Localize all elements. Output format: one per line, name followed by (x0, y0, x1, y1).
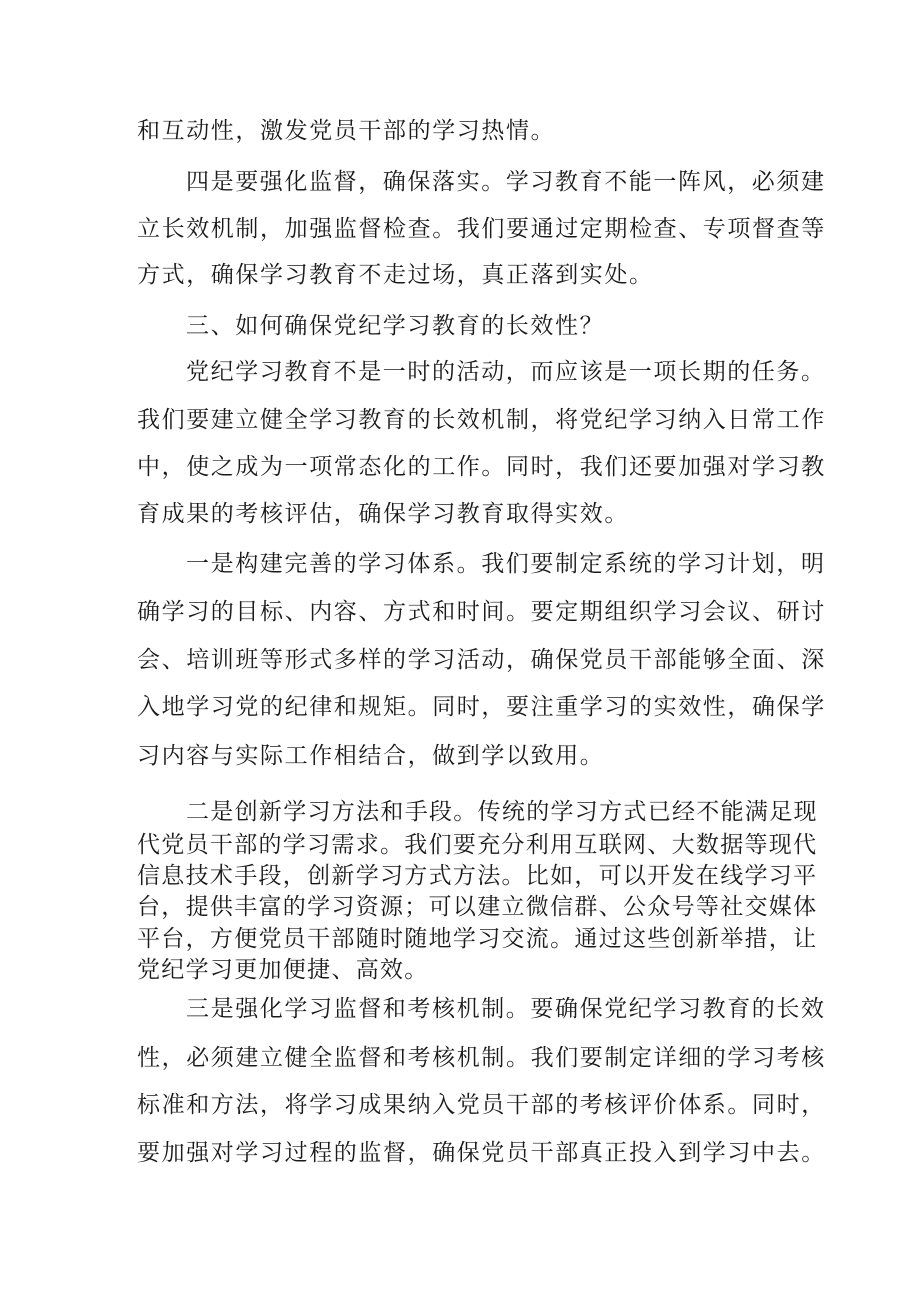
text-line: 方式，确保学习教育不走过场，真正落到实处。 (137, 262, 654, 288)
text-line: 育成果的考核评估，确保学习教育取得实效。 (137, 501, 629, 527)
text-line: 立长效机制，加强监督检查。我们要通过定期检查、专项督查等 (137, 216, 826, 242)
text-line: 入地学习党的纪律和规矩。同时，要注重学习的实效性，确保学 (137, 694, 826, 720)
text-line: 信息技术手段，创新学习方式方法。比如，可以开发在线学习平 (137, 863, 818, 889)
text-line: 标准和方法，将学习成果纳入党员干部的考核评价体系。同时， (137, 1092, 826, 1118)
paragraph-1-start: 一是构建完善的学习体系。我们要制定系统的学习计划，明 (186, 551, 826, 577)
text-line: 习内容与实际工作相结合，做到学以致用。 (137, 743, 605, 769)
text-line: 要加强对学习过程的监督，确保党员干部真正投入到学习中去。 (137, 1140, 826, 1166)
text-line: 我们要建立健全学习教育的长效机制，将党纪学习纳入日常工作 (137, 407, 826, 433)
text-line: 性，必须建立健全监督和考核机制。我们要制定详细的学习考核 (137, 1045, 826, 1071)
section-heading: 三、如何确保党纪学习教育的长效性？ (186, 313, 605, 339)
text-line: 和互动性，激发党员干部的学习热情。 (137, 118, 556, 144)
text-line: 代党员干部的学习需求。我们要充分利用互联网、大数据等现代 (137, 832, 818, 858)
paragraph-4-start: 四是要强化监督，确保落实。学习教育不能一阵风，必须建 (186, 169, 826, 195)
paragraph-2-start: 二是创新学习方法和手段。传统的学习方式已经不能满足现 (186, 799, 818, 825)
text-line: 中，使之成为一项常态化的工作。同时，我们还要加强对学习教 (137, 454, 826, 480)
text-line: 台，提供丰富的学习资源；可以建立微信群、公众号等社交媒体 (137, 894, 818, 920)
paragraph-3-start: 三是强化学习监督和考核机制。要确保党纪学习教育的长效 (186, 996, 826, 1022)
text-line: 会、培训班等形式多样的学习活动，确保党员干部能够全面、深 (137, 647, 826, 673)
paragraph-intro-start: 党纪学习教育不是一时的活动，而应该是一项长期的任务。 (186, 359, 826, 385)
text-line: 党纪学习更加便捷、高效。 (137, 957, 429, 983)
text-line: 确学习的目标、内容、方式和时间。要定期组织学习会议、研讨 (137, 599, 826, 625)
text-line: 平台，方便党员干部随时随地学习交流。通过这些创新举措，让 (137, 926, 818, 952)
